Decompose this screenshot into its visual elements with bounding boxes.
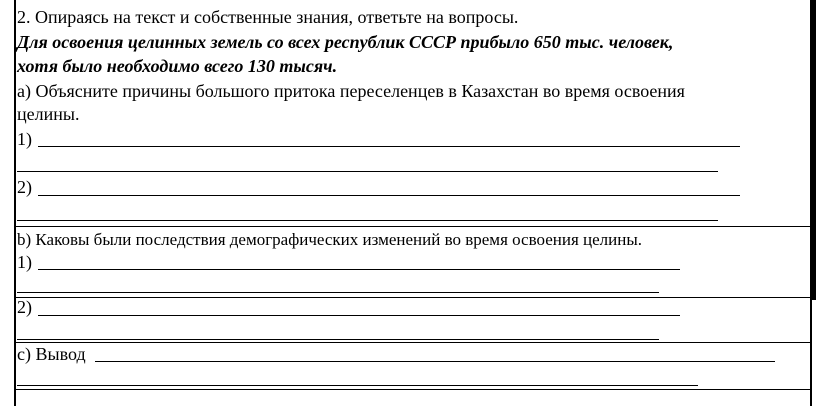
part-a-item1-label: 1)	[17, 129, 32, 149]
part-b-answer2-line1[interactable]	[38, 315, 680, 316]
part-c-label: c) Вывод	[17, 344, 86, 364]
part-b-answer2-line2[interactable]	[17, 339, 659, 340]
part-b-answer1-line2[interactable]	[17, 292, 659, 293]
task-title: 2. Опираясь на текст и собственные знания, ответьте на вопросы.	[17, 7, 519, 27]
part-a-answer2-line1[interactable]	[38, 195, 740, 196]
part-c-answer-line2[interactable]	[17, 385, 698, 386]
section-divider	[15, 389, 811, 390]
task-statement-line1: Для освоения целинных земель со всех республик СССР прибыло 650 тыс. человек,	[17, 32, 674, 52]
task-statement-line2: хотя было необходимо всего 130 тысяч.	[17, 56, 338, 76]
section-divider	[15, 342, 811, 343]
part-a-answer2-line2[interactable]	[17, 220, 718, 221]
section-divider	[15, 297, 811, 298]
part-b-item1-label: 1)	[17, 252, 32, 272]
section-divider	[15, 226, 811, 227]
part-a-item2-label: 2)	[17, 177, 32, 197]
part-b-question: b) Каковы были последствия демографических изменений во время освоения целины.	[17, 230, 643, 249]
part-a-question-line1: а) Объясните причины большого притока переселенцев в Казахстан во время освоения	[17, 81, 685, 101]
part-b-item2-label: 2)	[17, 297, 32, 317]
part-a-answer1-line1[interactable]	[38, 146, 740, 147]
part-a-answer1-line2[interactable]	[17, 171, 718, 172]
part-b-answer1-line1[interactable]	[38, 269, 680, 270]
part-a-question-line2: целины.	[17, 104, 80, 124]
page-edge	[812, 0, 816, 300]
part-c-answer-line1[interactable]	[95, 361, 775, 362]
